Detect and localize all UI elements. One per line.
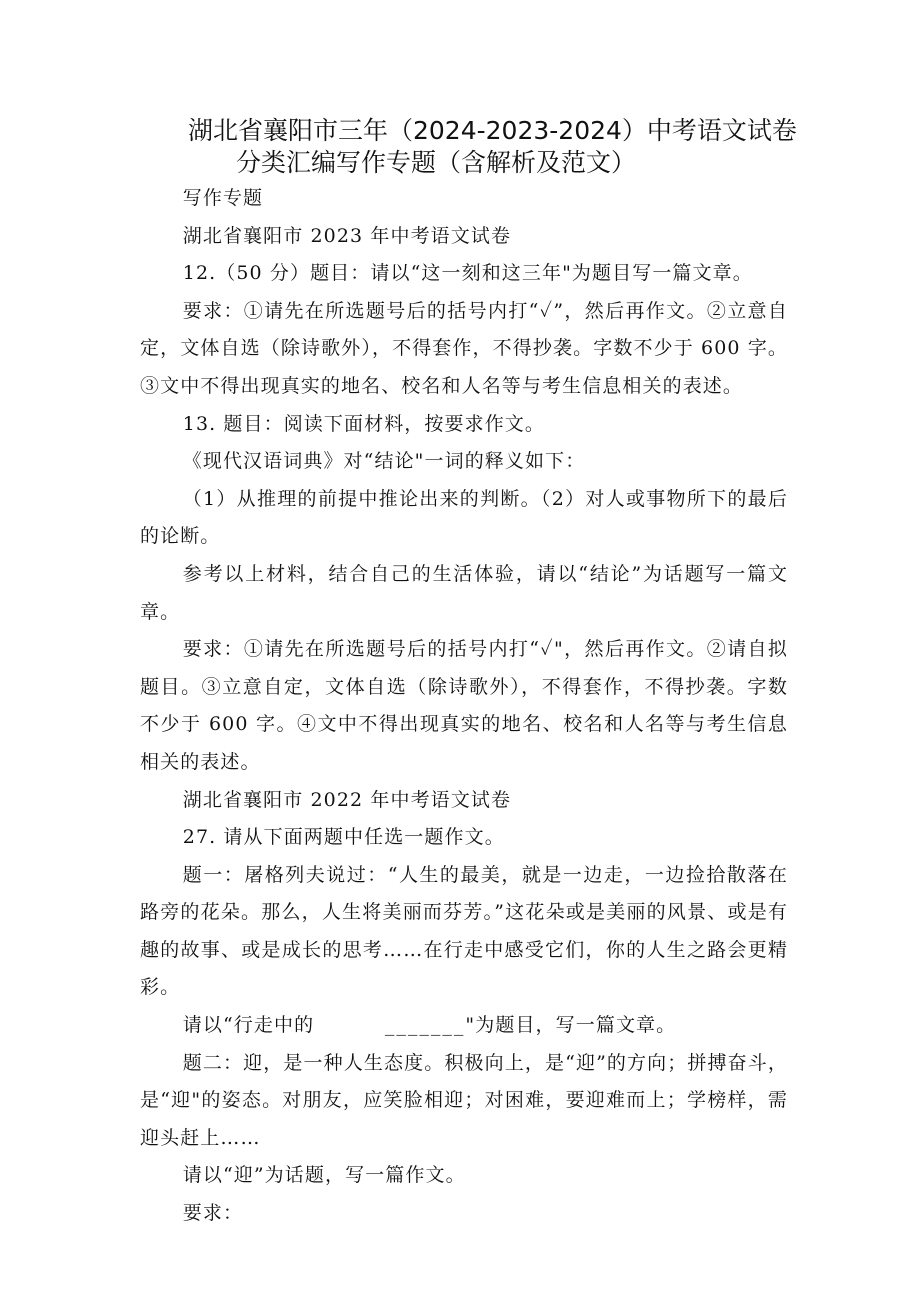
question-27-topic-1-prompt xyxy=(140,1007,788,1045)
question-12: 12.（50 分）题目：请以“这一刻和这三年"为题目写一篇文章。 xyxy=(182,262,753,285)
document-body xyxy=(140,180,788,1233)
question-27-topic-2-prompt: 请以“迎”为话题，写一篇作文。 xyxy=(182,1164,466,1187)
section-heading: 写作专题 xyxy=(182,187,264,209)
question-13-prompt: 参考以上材料，结合自己的生活体验，请以“结论”为话题写一篇文章。 xyxy=(140,562,788,623)
question-13-requirements: 要求：①请先在所选题号后的括号内打“✓"，然后再作文。②请自拟题目。③立意自定，文体自选（除诗歌外），不得套作，不得抄袭。字数不少于 600 字。④文中不得出现真实的地名、校名和人名等与考生信息相关的表述。 xyxy=(140,638,788,773)
question-27-topic-1: 题一：屠格列夫说过：“人生的最美，就是一边走，一边捡拾散落在路旁的花朵。那么，人生将美丽而芬芳。”这花朵或是美丽的风景、或是有趣的故事、或是成长的思考……在行走中感受它们，你的人生之路会更精彩。 xyxy=(140,863,788,999)
document-title-line-1: 湖北省襄阳市三年（2024-2023-2024）中考语文试卷 xyxy=(188,116,797,145)
prompt-blank: _______ xyxy=(384,1014,466,1037)
question-27-topic-2: 题二：迎，是一种人生态度。积极向上，是“迎”的方向；拼搏奋斗，是“迎"的姿态。对朋友，应笑脸相迎；对困难，要迎难而上；学榜样，需迎头赶上…… xyxy=(140,1051,788,1149)
question-13-definition: （1）从推理的前提中推论出来的判断。（2）对人或事物所下的最后的论断。 xyxy=(140,487,788,548)
prompt-suffix: "为题目，写一篇文章。 xyxy=(465,1014,677,1037)
prompt-prefix: 请以“行走中的 xyxy=(182,1014,315,1037)
question-13-material-intro: 《现代汉语词典》对“结论"一词的释义如下： xyxy=(182,450,586,473)
exam-source-2023: 湖北省襄阳市 2023 年中考语文试卷 xyxy=(182,224,512,247)
document-title-line-2: 分类汇编写作专题（含解析及范文） xyxy=(236,148,637,177)
requirements-heading: 要求： xyxy=(182,1202,244,1225)
question-27: 27. 请从下面两题中任选一题作文。 xyxy=(182,826,505,849)
exam-source-2022: 湖北省襄阳市 2022 年中考语文试卷 xyxy=(182,788,512,811)
question-12-requirements: 要求：①请先在所选题号后的括号内打“✓”，然后再作文。②立意自定，文体自选（除诗歌外），不得套作，不得抄袭。字数不少于 600 字。③文中不得出现真实的地名、校名和人名等与考生信息相关的表述。 xyxy=(140,299,788,397)
question-13: 13. 题目：阅读下面材料，按要求作文。 xyxy=(182,412,546,435)
